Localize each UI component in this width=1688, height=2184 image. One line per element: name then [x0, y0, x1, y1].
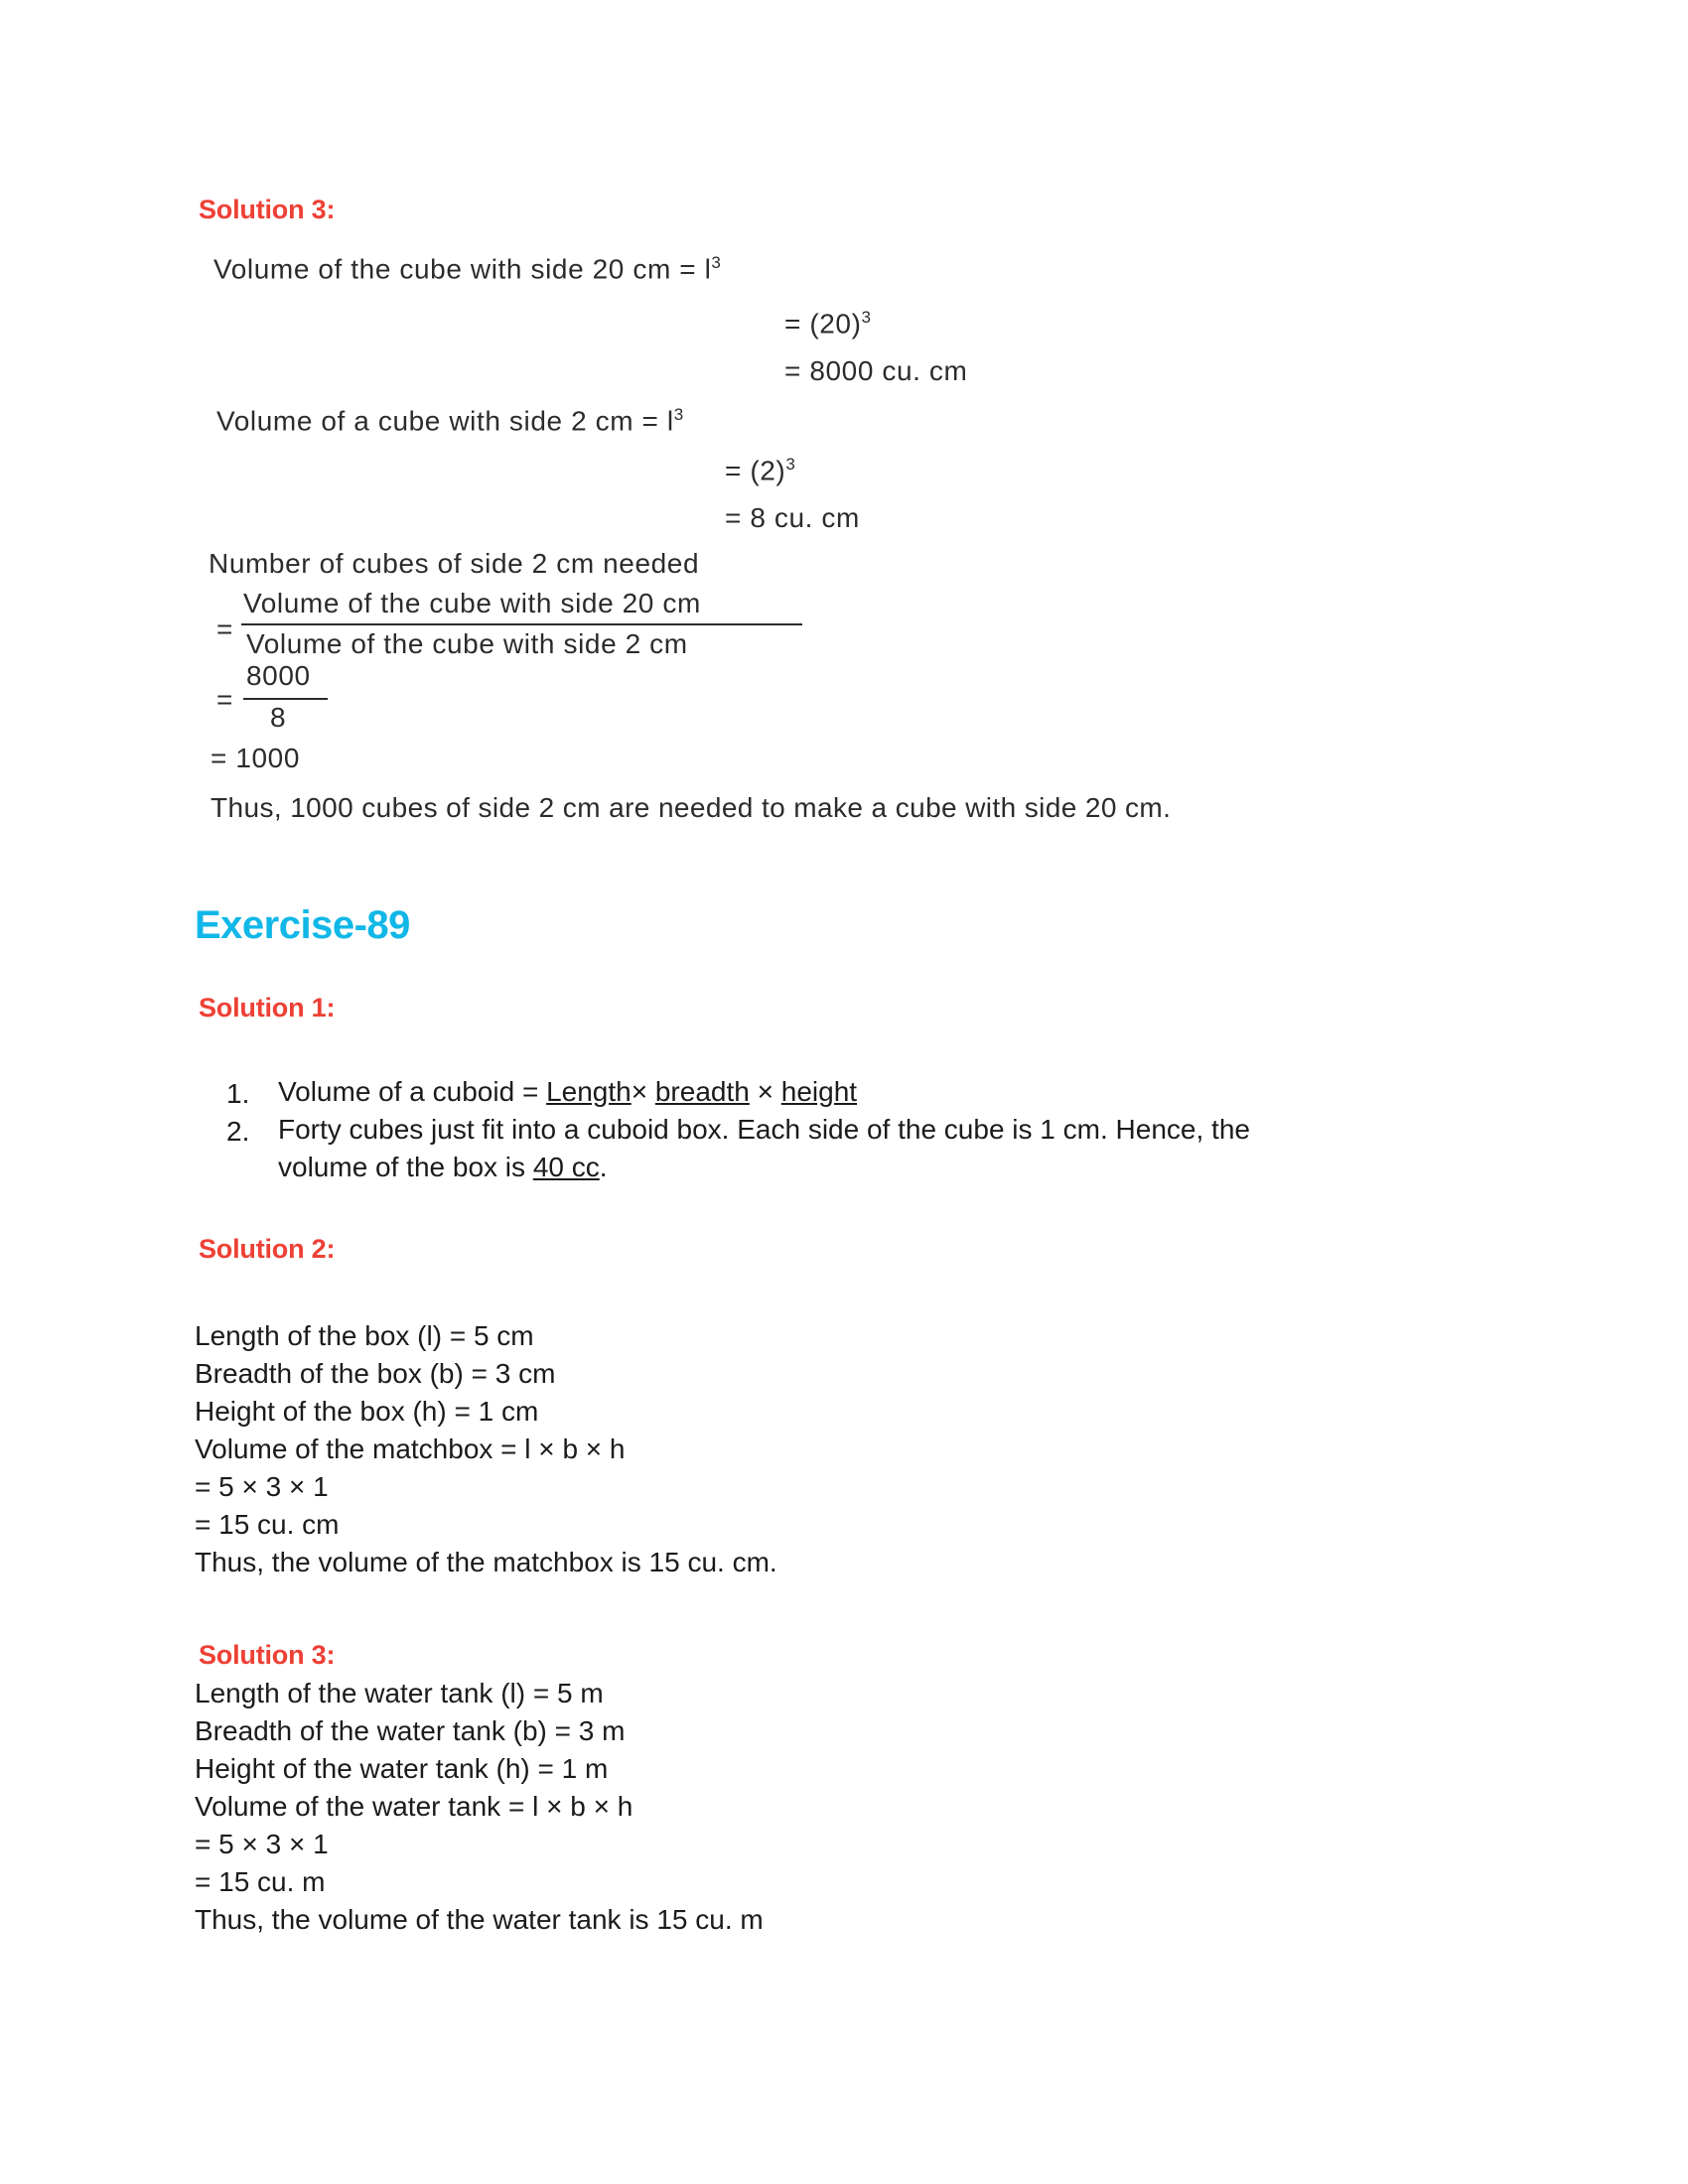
seg-40cc: 40 cc	[532, 1152, 600, 1182]
seg-breadth: breadth	[654, 1076, 750, 1107]
list-item-1-text	[278, 1078, 857, 1106]
scan-line-eq-8-cu-cm: = 8 cu. cm	[725, 502, 860, 533]
solution-1-heading: Solution 1:	[199, 993, 336, 1023]
list-item-2-line-1: Forty cubes just fit into a cuboid box. Each side of the cube is 1 cm. Hence, the	[278, 1114, 1250, 1145]
solution-3-line-4: Volume of the water tank = l × b × h	[195, 1791, 633, 1822]
exercise-heading: Exercise-89	[195, 903, 410, 947]
fraction-1-denominator: Volume of the cube with side 2 cm	[246, 628, 688, 659]
seg-height: height	[780, 1076, 858, 1107]
scan-line-volume-cube-2	[216, 405, 683, 437]
scan-line-eq-1000: = 1000	[211, 743, 301, 773]
list-item-1-number: 1.	[226, 1078, 250, 1109]
fraction-1-bar	[241, 623, 802, 625]
solution-3-line-6: = 15 cu. m	[195, 1866, 326, 1897]
solution-2-line-4: Volume of the matchbox = l × b × h	[195, 1433, 626, 1464]
scan-line-text: = (2)	[725, 455, 786, 486]
solution-2-line-2: Breadth of the box (b) = 3 cm	[195, 1358, 556, 1389]
seg-length: Length	[546, 1076, 632, 1107]
exponent-3: 3	[711, 253, 721, 272]
solution-2-line-5: = 5 × 3 × 1	[195, 1471, 329, 1502]
exponent-3: 3	[861, 308, 871, 327]
fraction-2-bar	[243, 698, 328, 700]
exponent-3: 3	[785, 455, 795, 474]
scan-line-text: Volume of a cube with side 2 cm = l	[216, 405, 674, 437]
solution-3-line-1: Length of the water tank (l) = 5 m	[195, 1678, 604, 1708]
fraction-2-numerator: 8000	[246, 660, 311, 691]
scan-line-text: Volume of the cube with side 20 cm = l	[213, 253, 712, 285]
seg: Volume of a cuboid =	[278, 1076, 547, 1107]
exponent-3: 3	[673, 405, 684, 424]
scan-line-volume-cube-20	[213, 253, 721, 285]
solution-3-line-5: = 5 × 3 × 1	[195, 1829, 329, 1859]
seg: volume of the box is	[278, 1152, 533, 1182]
scan-line-number-of-cubes: Number of cubes of side 2 cm needed	[209, 548, 700, 579]
solution-3-top-heading: Solution 3:	[199, 195, 336, 224]
fraction-2-denominator: 8	[270, 702, 287, 733]
scan-line-conclusion: Thus, 1000 cubes of side 2 cm are needed to make a cube with side 20 cm.	[211, 792, 1172, 823]
list-item-2-line-2	[278, 1154, 608, 1181]
solution-3-bottom-heading: Solution 3:	[199, 1640, 336, 1670]
solution-2-line-1: Length of the box (l) = 5 cm	[195, 1320, 534, 1351]
fraction-2-equals: =	[216, 684, 233, 715]
solution-3-line-2: Breadth of the water tank (b) = 3 m	[195, 1715, 626, 1746]
scan-line-eq-2-cubed	[725, 455, 795, 486]
fraction-1-equals: =	[216, 614, 233, 644]
scan-line-eq-20-cubed	[784, 308, 871, 340]
solution-2-line-6: = 15 cu. cm	[195, 1509, 340, 1540]
solution-2-line-7: Thus, the volume of the matchbox is 15 cu. cm.	[195, 1547, 777, 1577]
solution-3-line-7: Thus, the volume of the water tank is 15 cu. m	[195, 1904, 764, 1935]
solution-3-line-3: Height of the water tank (h) = 1 m	[195, 1753, 609, 1784]
solution-2-line-3: Height of the box (h) = 1 cm	[195, 1396, 539, 1427]
scan-line-text: = (20)	[784, 308, 862, 340]
solution-2-heading: Solution 2:	[199, 1234, 336, 1264]
seg: ×	[631, 1076, 655, 1107]
list-item-2-number: 2.	[226, 1116, 250, 1147]
seg: .	[599, 1152, 608, 1182]
scan-line-eq-8000: = 8000 cu. cm	[784, 355, 968, 386]
fraction-1-numerator: Volume of the cube with side 20 cm	[243, 588, 701, 618]
seg: ×	[749, 1076, 781, 1107]
